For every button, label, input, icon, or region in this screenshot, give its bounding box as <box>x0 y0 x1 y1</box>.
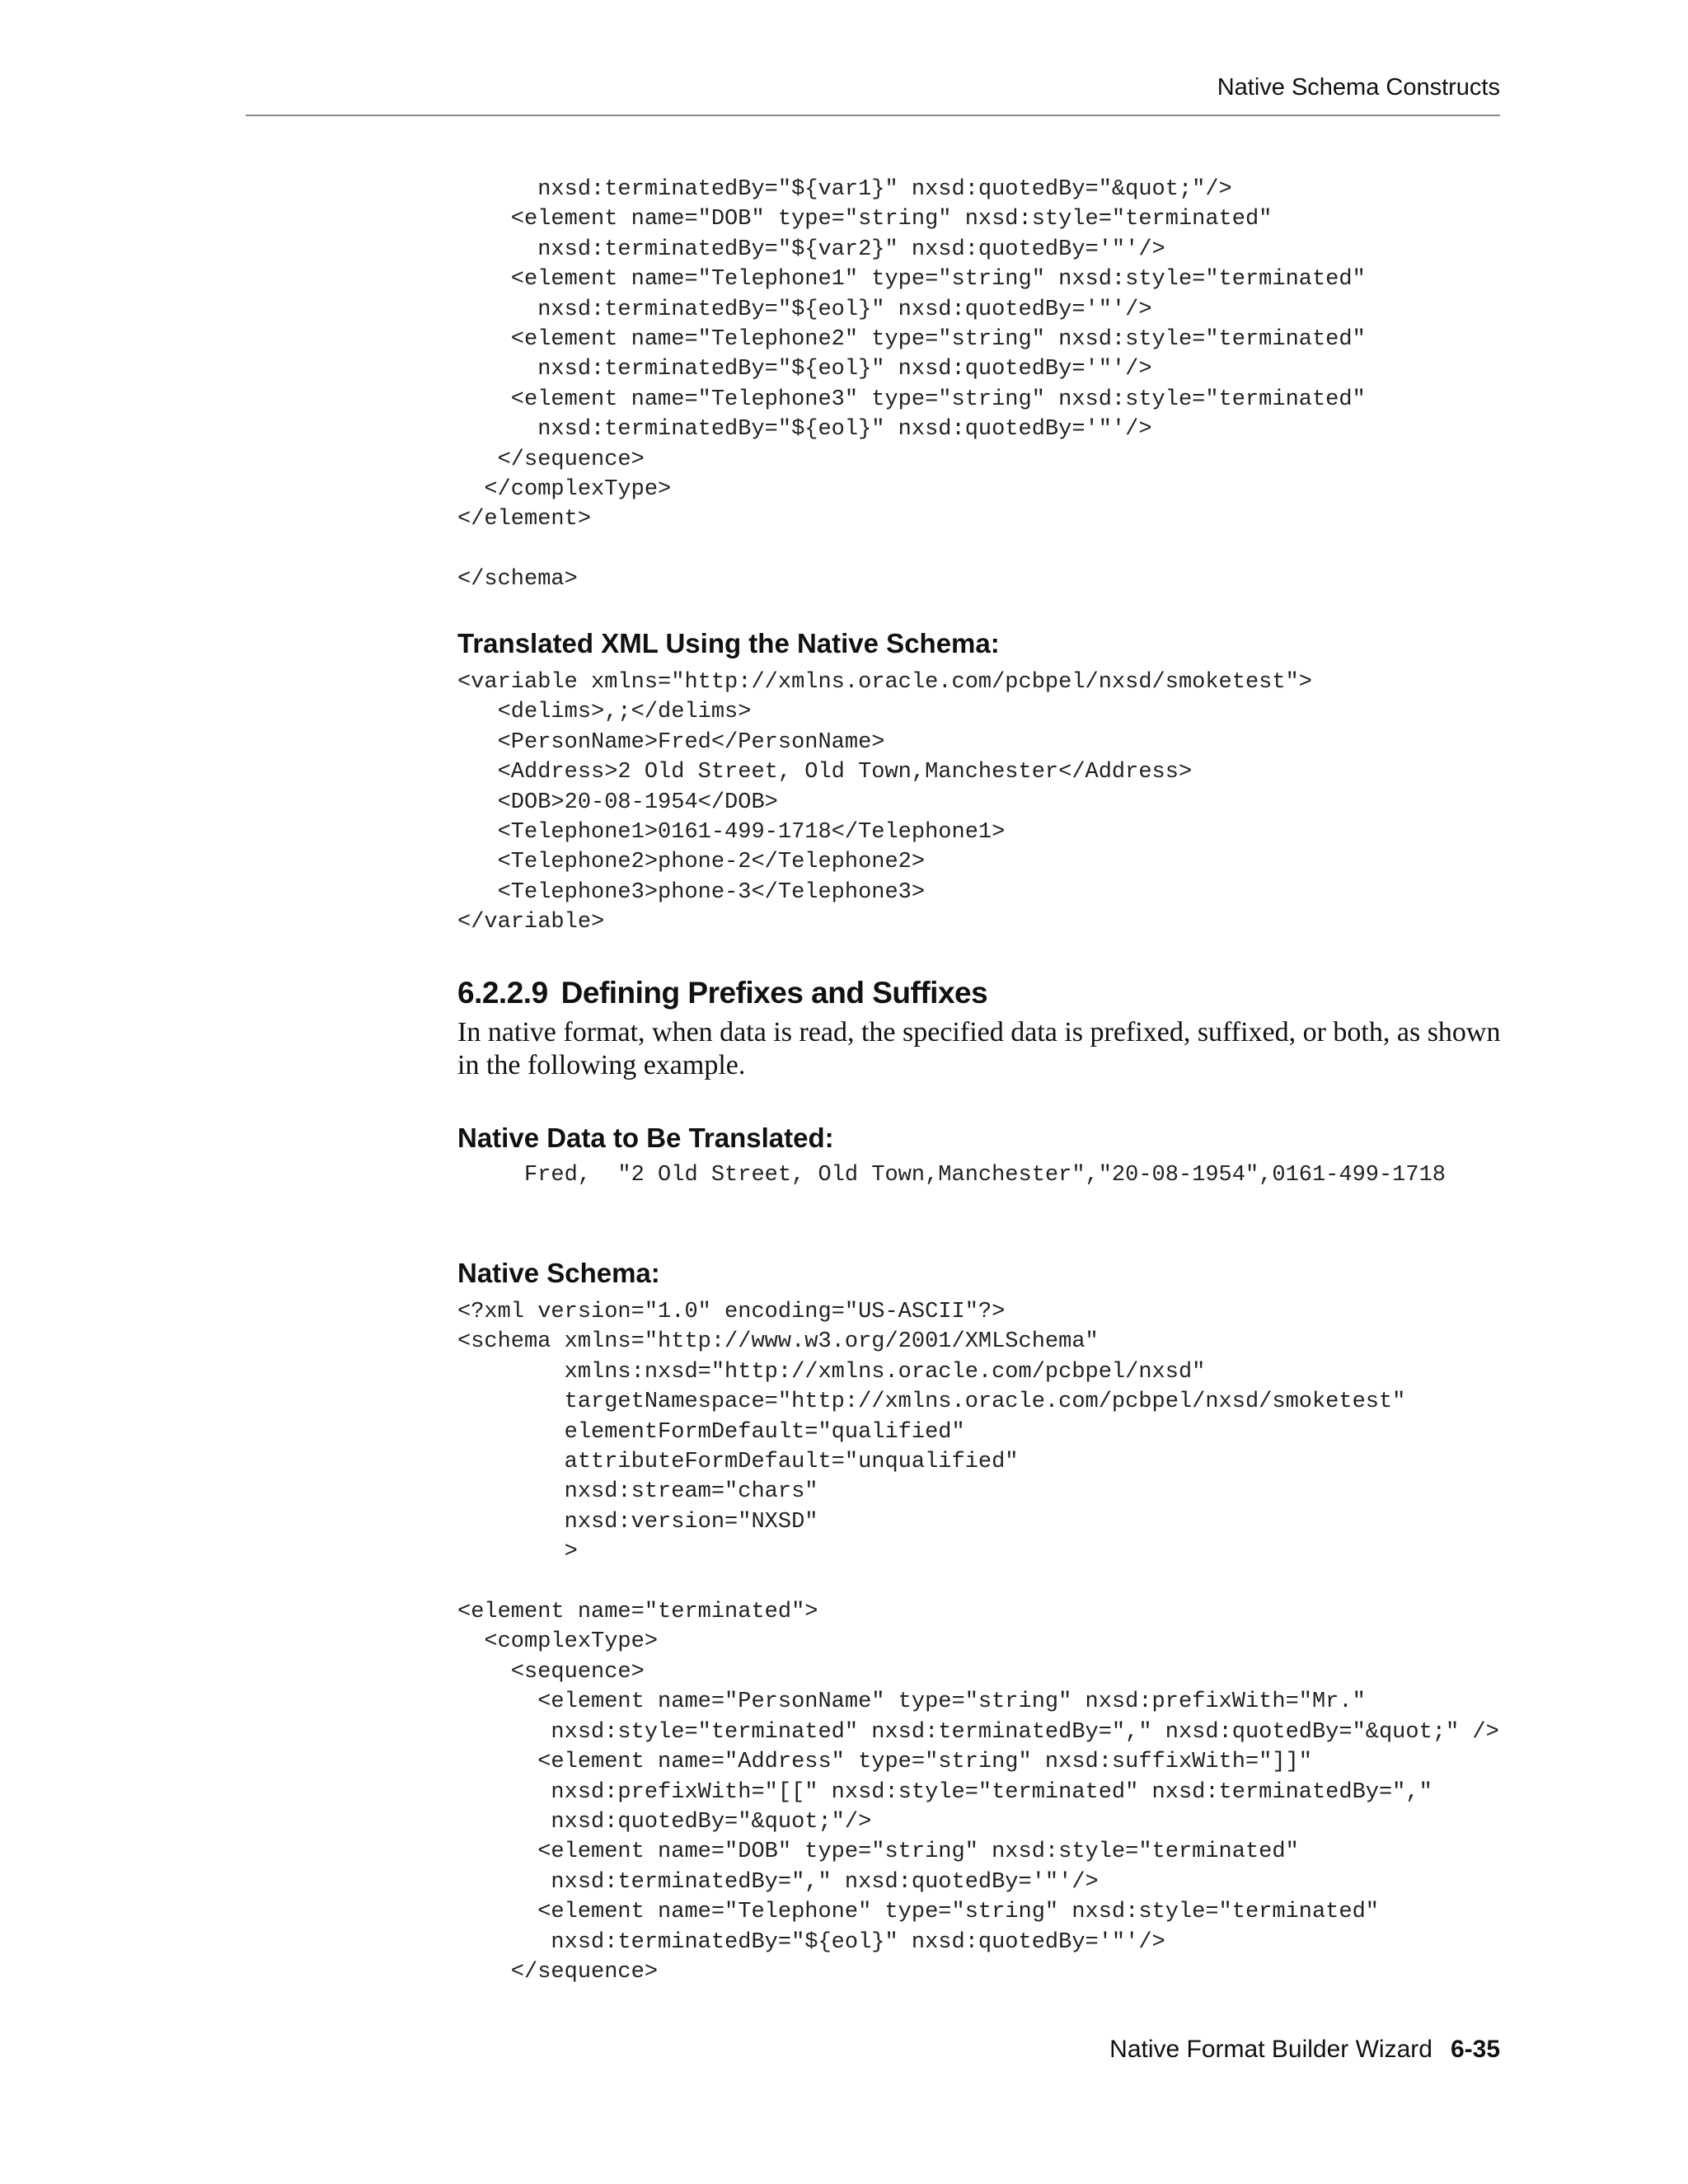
native-data-code: Fred, "2 Old Street, Old Town,Manchester","20-08-1954",0161-499-1718 <box>457 1163 1446 1188</box>
translated-xml-heading: Translated XML Using the Native Schema: <box>457 628 1000 658</box>
running-header: Native Schema Constructs <box>1217 74 1500 101</box>
native-schema-code: <?xml version="1.0" encoding="US-ASCII"?> <schema xmlns="http://www.w3.org/2001/XMLSchema" xmlns:nxsd="http://xmlns.oracle.com/pcbpel/nxsd" targetNamespace="http://xmlns.oracle.com/pcbpel/nxsd/smoketest" elementFormDefault="qualified" attributeFormDefault="unqualified" nxsd:stream="chars" nxsd:version="NXSD" > <element name="terminated"> <complexType> <sequence> <element name="PersonName" type="string" nxsd:prefixWith="Mr." nxsd:style="terminated" nxsd:terminatedBy="," nxsd:quotedBy="&quot;" /> <element name="Address" type="string" nxsd:suffixWith="]]" nxsd:prefixWith="[[" nxsd:style="terminated" nxsd:terminatedBy="," nxsd:quotedBy="&quot;"/> <element name="DOB" type="string" nxsd:style="terminated" nxsd:terminatedBy="," nxsd:quotedBy='"'/> <element name="Telephone" type="string" nxsd:style="terminated" nxsd:terminatedBy="${eol}" nxsd:quotedBy='"'/> </sequence> <box>457 1300 1499 1985</box>
header-divider <box>246 115 1500 116</box>
schema-code-continuation: nxsd:terminatedBy="${var1}" nxsd:quotedBy="&quot;"/> <element name="DOB" type="string" nxsd:style="terminated" nxsd:terminatedBy="${var2}" nxsd:quotedBy='"'/> <element name="Telephone1" type="string" nxsd:style="terminated" nxsd:terminatedBy="${eol}" nxsd:quotedBy='"'/> <element name="Telephone2" type="string" nxsd:style="terminated" nxsd:terminatedBy="${eol}" nxsd:quotedBy='"'/> <element name="Telephone3" type="string" nxsd:style="terminated" nxsd:terminatedBy="${eol}" nxsd:quotedBy='"'/> </sequence> </complexType> </element> </schema> <box>457 177 1366 593</box>
native-data-heading: Native Data to Be Translated: <box>457 1122 834 1153</box>
section-heading <box>457 976 987 1010</box>
translated-xml-code: <variable xmlns="http://xmlns.oracle.com/pcbpel/nxsd/smoketest"> <delims>,;</delims> <PersonName>Fred</PersonName> <Address>2 Old Street, Old Town,Manchester</Address> <DOB>20-08-1954</DOB> <Telephone1>0161-499-1718</Telephone1> <Telephone2>phone-2</Telephone2> <Telephone3>phone-3</Telephone3> </variable> <box>457 670 1312 935</box>
section-body-paragraph: In native format, when data is read, the specified data is prefixed, suffixed, or both, as shown in the following example. <box>457 1017 1501 1080</box>
native-schema-heading: Native Schema: <box>457 1258 660 1288</box>
page-number: 6-35 <box>1450 2036 1500 2063</box>
running-footer <box>1109 2036 1500 2064</box>
section-number: 6.2.2.9 <box>457 976 548 1010</box>
section-title: Defining Prefixes and Suffixes <box>560 976 988 1010</box>
footer-label: Native Format Builder Wizard <box>1109 2036 1432 2063</box>
